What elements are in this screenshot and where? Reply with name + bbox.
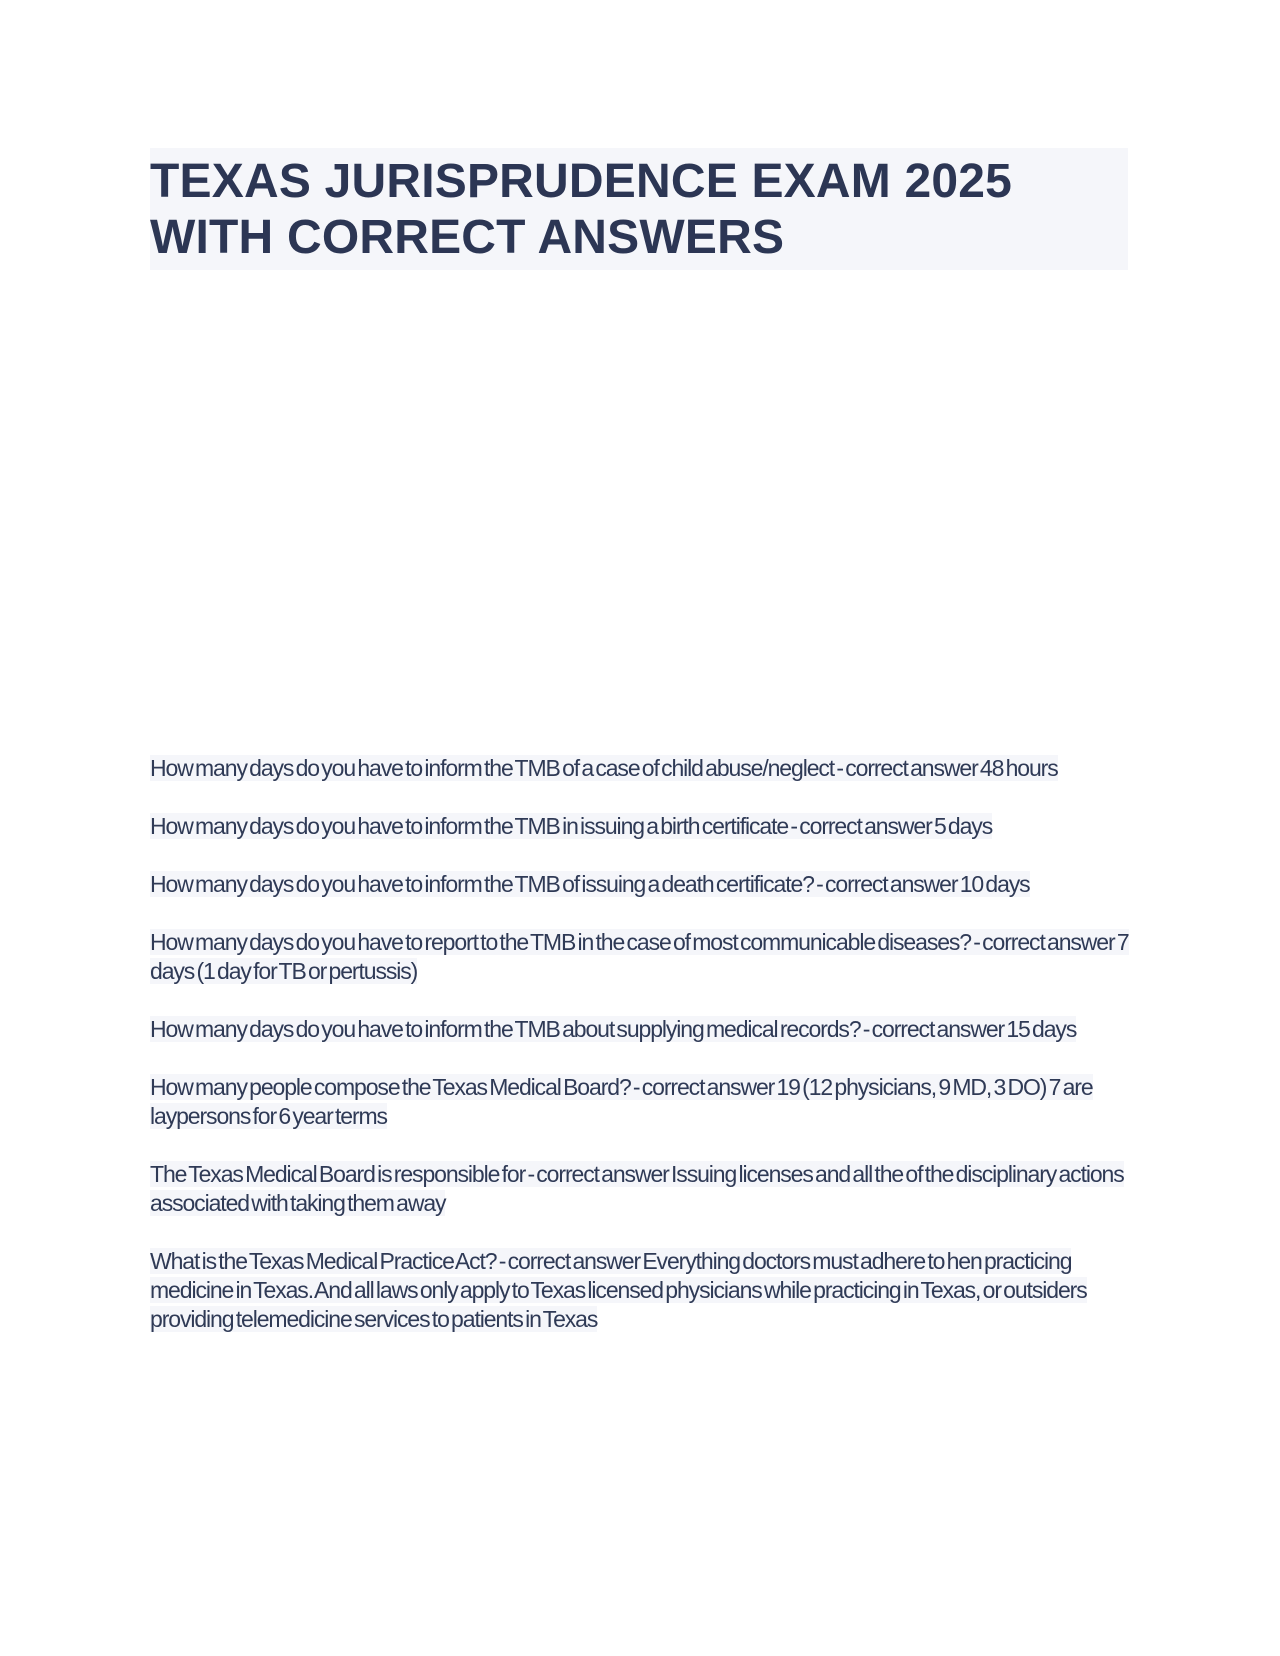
qa-item (150, 1015, 1130, 1044)
qa-item (150, 1160, 1130, 1218)
title-line-1: TEXAS JURISPRUDENCE EXAM 2025 (150, 155, 1013, 208)
qa-item (150, 754, 1130, 783)
qa-item (150, 870, 1130, 899)
qa-text: How many days do you have to inform the TMB in issuing a birth certificate - correct answer 5 days (150, 813, 993, 839)
qa-item (150, 1073, 1130, 1131)
qa-text: How many people compose the Texas Medical Board? - correct answer 19 (12 physicians, 9 MD, 3 DO) 7 are laypersons for 6 year terms (150, 1074, 1093, 1129)
qa-list (150, 754, 1130, 1363)
qa-text: How many days do you have to report to the TMB in the case of most communicable diseases? - correct answer 7 days (1 day for TB or pertussis) (150, 929, 1129, 984)
qa-text: How many days do you have to inform the TMB of a case of child abuse/neglect - correct answer 48 hours (150, 755, 1058, 781)
qa-item (150, 812, 1130, 841)
qa-text: How many days do you have to inform the TMB of issuing a death certificate? - correct answer 10 days (150, 871, 1030, 897)
document-title (150, 148, 1128, 270)
qa-text: The Texas Medical Board is responsible for - correct answer Issuing licenses and all the of the disciplinary actions associated with taking them away (150, 1161, 1124, 1216)
qa-text: How many days do you have to inform the TMB about supplying medical records? - correct answer 15 days (150, 1016, 1077, 1042)
qa-text: What is the Texas Medical Practice Act? - correct answer Everything doctors must adhere to hen practicing medicine in Texas. And all laws only apply to Texas licensed physicians while practicing in Texas, or outsiders providing telemedicine services to patients in Texas (150, 1248, 1087, 1332)
qa-item (150, 1247, 1130, 1334)
qa-item (150, 928, 1130, 986)
title-line-2: WITH CORRECT ANSWERS (150, 211, 785, 264)
